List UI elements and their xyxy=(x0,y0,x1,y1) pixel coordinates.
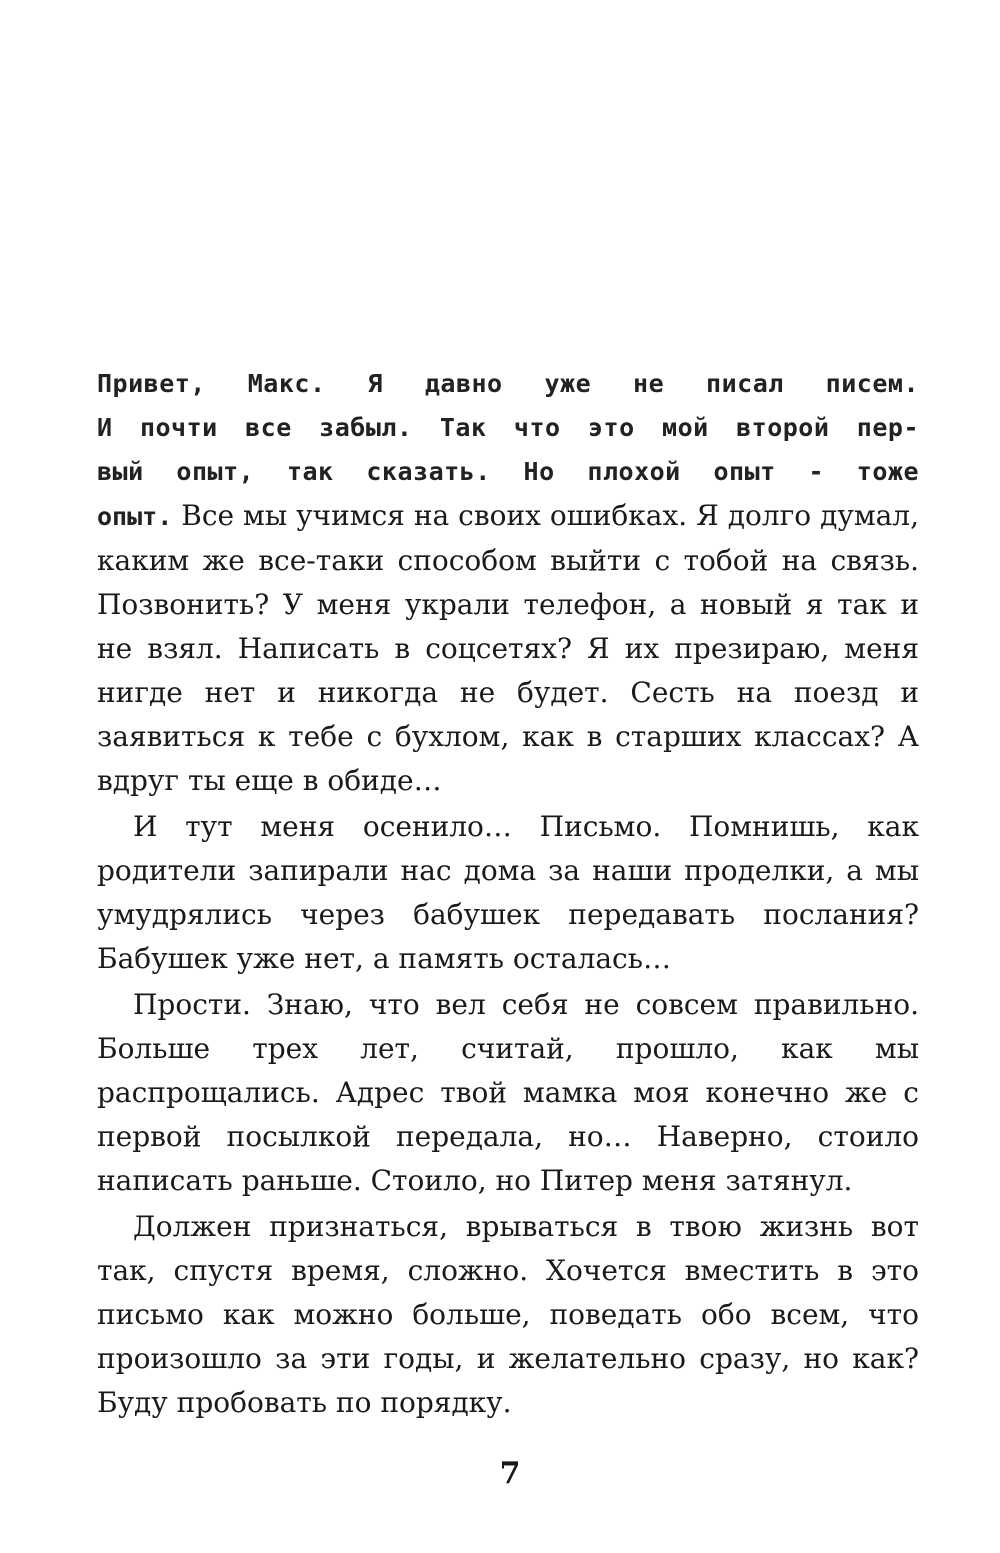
typewriter-tail: опыт. xyxy=(97,502,173,531)
typewriter-line-3: вый опыт, так сказать. Но плохой опыт - тоже xyxy=(97,457,919,486)
typewriter-line-1: Привет, Макс. Я давно уже не писал писем. xyxy=(97,369,919,398)
page-number: 7 xyxy=(499,1456,521,1491)
paragraph-3: Прости. Знаю, что вел себя не совсем правильно. Больше трех лет, считай, прошло, как мы распрощались. Адрес твой мамка моя конечно же с первой посылкой передала, но… Наверно, стоило написать раньше. Стоило, но Питер меня затянул. xyxy=(97,988,919,1197)
typewriter-line-2: И почти все забыл. Так что это мой второй пер- xyxy=(97,413,919,442)
letter-text xyxy=(97,362,919,1425)
paragraph-2: И тут меня осенило… Письмо. Помнишь, как родители запирали нас дома за наши проделки, а мы умудрялись через бабушек передавать послания? Бабушек уже нет, а память осталась… xyxy=(97,810,919,975)
paragraph-4: Должен признаться, врываться в твою жизнь вот так, спустя время, сложно. Хочется вместить в это письмо как можно больше, поведать обо всем, что произошло за эти годы, и желательно сразу, но как? Буду пробовать по порядку. xyxy=(97,1210,919,1419)
paragraph-1-text: Все мы учимся на своих ошибках. Я долго думал, каким же все-таки способом выйти с тобой на связь. Позвонить? У меня украли телефон, а новый я так и не взял. Написать в соцсетях? Я их презираю, меня нигде нет и никогда не будет. Сесть на поезд и заявиться к тебе с бухлом, как в старших классах? А вдруг ты еще в обиде… xyxy=(97,499,919,797)
paragraph-1 xyxy=(97,494,919,803)
